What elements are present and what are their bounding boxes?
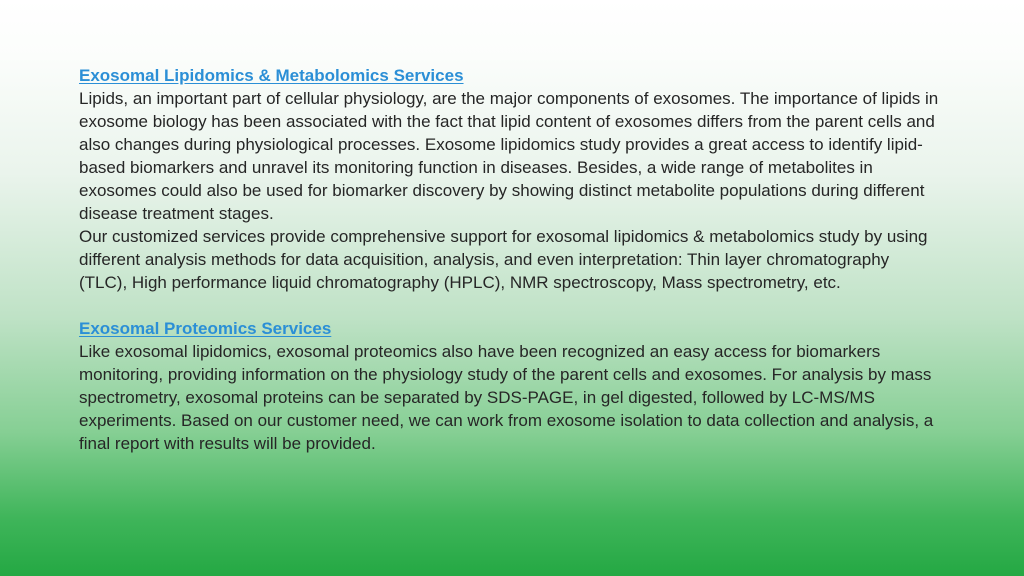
lipidomics-paragraph-2: Our customized services provide comprehensive support for exosomal lipidomics & metabolomics study by using different analysis methods for data acquisition, analysis, and even interpretation: Thin layer chromatography (TLC), High performance liquid chromatography (HPLC), NMR spectroscopy, Mass spectrometry, etc. <box>79 227 928 292</box>
proteomics-paragraph: Like exosomal lipidomics, exosomal proteomics also have been recognized an easy access for biomarkers monitoring, providing information on the physiology study of the parent cells and exosomes. For analysis by mass spectrometry, exosomal proteins can be separated by SDS-PAGE, in gel digested, followed by LC-MS/MS experiments. Based on our customer need, we can work from exosome isolation to data collection and analysis, a final report with results will be provided. <box>79 342 934 453</box>
lipidomics-section <box>79 64 939 294</box>
lipidomics-paragraph-1: Lipids, an important part of cellular physiology, are the major components of exosomes. The importance of lipids in exosome biology has been associated with the fact that lipid content of exosomes differs from the parent cells and also changes during physiological processes. Exosome lipidomics study provides a great access to identify lipid-based biomarkers and unravel its monitoring function in diseases. Besides, a wide range of metabolites in exosomes could also be used for biomarker discovery by showing distinct metabolite populations during different disease treatment stages. <box>79 89 939 223</box>
lipidomics-heading-link[interactable]: Exosomal Lipidomics & Metabolomics Services <box>79 66 464 85</box>
proteomics-section <box>79 317 939 455</box>
proteomics-heading-link[interactable]: Exosomal Proteomics Services <box>79 319 332 338</box>
slide-content <box>79 64 939 455</box>
